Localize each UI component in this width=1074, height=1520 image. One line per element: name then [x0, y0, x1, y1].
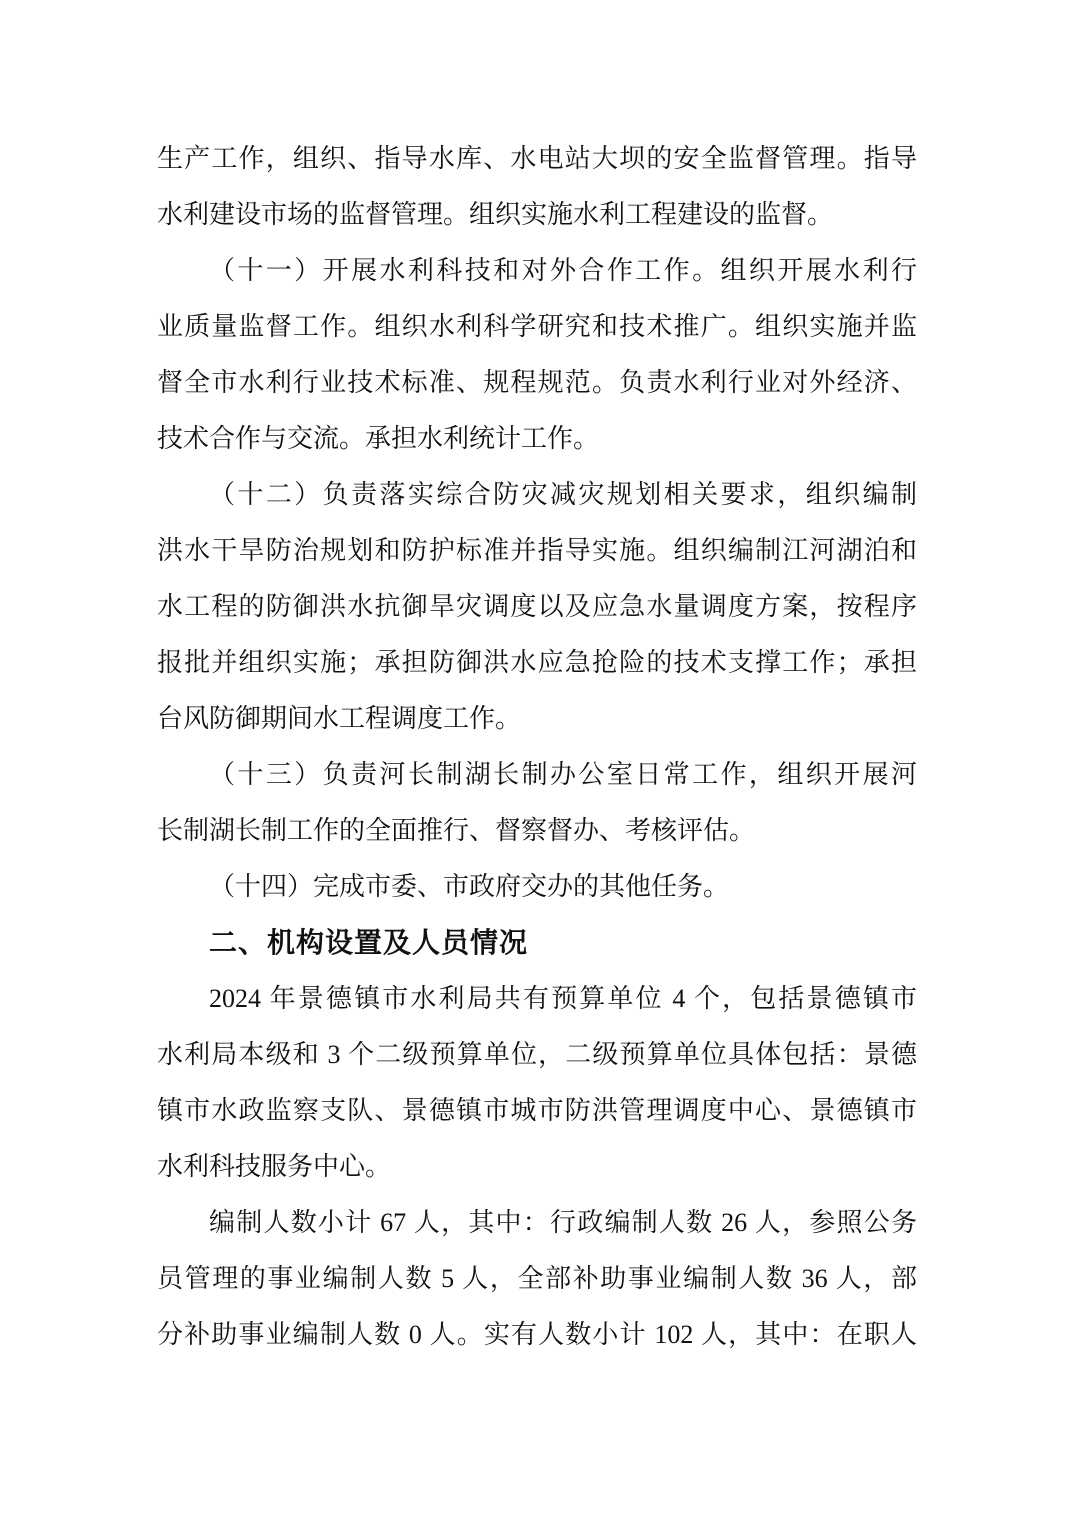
text-line: 编制人数小计 67 人，其中：行政编制人数 26 人，参照公务	[209, 1208, 917, 1237]
paragraph	[157, 1195, 917, 1363]
paragraph	[157, 131, 917, 243]
paragraph	[157, 859, 917, 915]
text-line: 镇市水政监察支队、景德镇市城市防洪管理调度中心、景德镇市	[157, 1096, 917, 1125]
text-line: 生产工作，组织、指导水库、水电站大坝的安全监督管理。指导	[157, 144, 917, 173]
text-line: 水工程的防御洪水抗御旱灾调度以及应急水量调度方案，按程序	[157, 592, 917, 621]
text-line: 业质量监督工作。组织水利科学研究和技术推广。组织实施并监	[157, 312, 917, 341]
section-heading-text: 二、机构设置及人员情况	[209, 927, 529, 958]
text-line: 洪水干旱防治规划和防护标准并指导实施。组织编制江河湖泊和	[157, 536, 917, 565]
text-line: （十四）完成市委、市政府交办的其他任务。	[209, 872, 730, 901]
text-line: 台风防御期间水工程调度工作。	[157, 704, 522, 733]
text-line: 水利局本级和 3 个二级预算单位，二级预算单位具体包括：景德	[157, 1040, 917, 1069]
text-line: 2024 年景德镇市水利局共有预算单位 4 个，包括景德镇市	[209, 984, 917, 1013]
text-line: 员管理的事业编制人数 5 人，全部补助事业编制人数 36 人，部	[157, 1264, 917, 1293]
paragraph	[157, 747, 917, 859]
section-heading	[157, 915, 917, 971]
paragraph	[157, 467, 917, 747]
text-line: 督全市水利行业技术标准、规程规范。负责水利行业对外经济、	[157, 368, 917, 397]
text-line: 报批并组织实施；承担防御洪水应急抢险的技术支撑工作；承担	[157, 648, 917, 677]
text-line: 分补助事业编制人数 0 人。实有人数小计 102 人，其中：在职人	[157, 1320, 917, 1349]
text-line: 水利建设市场的监督管理。组织实施水利工程建设的监督。	[157, 200, 834, 229]
text-line: 技术合作与交流。承担水利统计工作。	[157, 424, 600, 453]
paragraph	[157, 243, 917, 467]
paragraph	[157, 971, 917, 1195]
text-line: （十三）负责河长制湖长制办公室日常工作，组织开展河	[209, 760, 917, 789]
text-line: （十二）负责落实综合防灾减灾规划相关要求，组织编制	[209, 480, 917, 509]
text-line: （十一）开展水利科技和对外合作工作。组织开展水利行	[209, 256, 917, 285]
text-line: 长制湖长制工作的全面推行、督察督办、考核评估。	[157, 816, 756, 845]
text-line: 水利科技服务中心。	[157, 1152, 392, 1181]
